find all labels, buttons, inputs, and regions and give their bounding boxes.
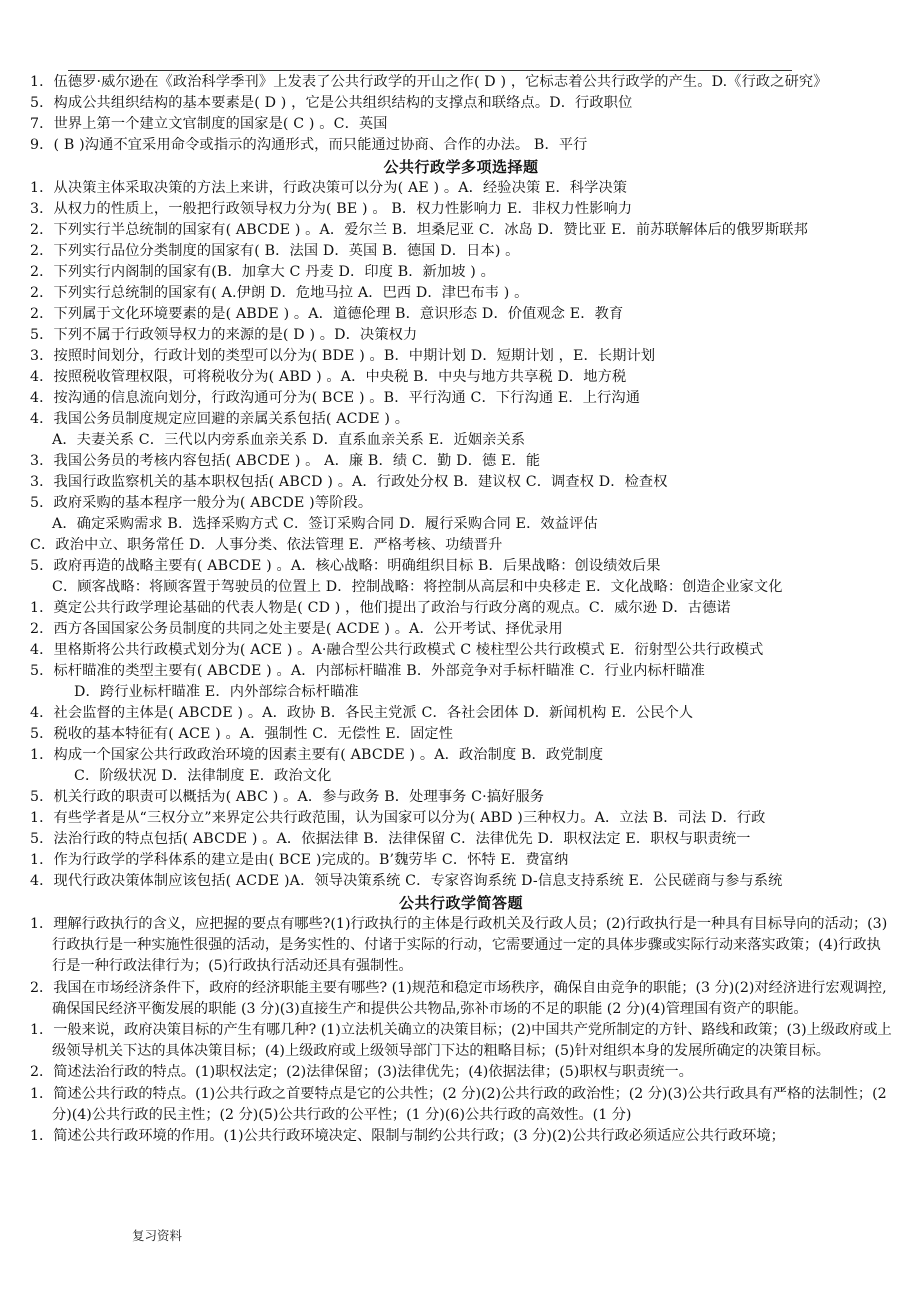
multi-choice-item: 1．从决策主体采取决策的方法上来讲，行政决策可以分为( AE ) 。A．经验决策 E．科学决策 xyxy=(30,180,628,196)
multi-choice-item: 3．按照时间划分，行政计划的类型可以分为( BDE ) 。B．中期计划 D．短期计划 ，E．长期计划 xyxy=(30,348,656,364)
multi-choice-item: 2．下列实行半总统制的国家有( ABCDE ) 。A．爱尔兰 B．坦桑尼亚 C．冰岛 D．赞比亚 E．前苏联解体后的俄罗斯联邦 xyxy=(30,222,808,238)
top-rule xyxy=(68,70,792,71)
single-choice-item-2: 5．构成公共组织结构的基本要素是( D ) ，它是公共组织结构的支撑点和联络点。D．行政职位 xyxy=(30,95,633,111)
single-choice-item-1: 1．伍德罗·威尔逊在《政治科学季刊》上发表了公共行政学的开山之作( D ) ，它标志着公共行政学的产生。D.《行政之研究》 xyxy=(30,74,828,90)
short-answer-item: 2．我国在市场经济条件下，政府的经济职能主要有哪些? (1)规范和稳定市场秩序，确保自由竞争的职能；(3 分)(2)对经济进行宏观调控,确保国民经济平衡发展的职能 (3 分)(3)直接生产和提供公共物品,弥补市场的不足的职能 (2 分)(4)管理国有资产的职能。 xyxy=(30,979,887,1017)
multi-choice-item: 1．奠定公共行政学理论基础的代表人物是( CD ) ，他们提出了政治与行政分离的观点。C．威尔逊 D．古德诺 xyxy=(30,600,731,616)
multi-choice-item: 2．下列实行总统制的国家有( A.伊朗 D．危地马拉 A．巴西 D．津巴布韦 ) 。 xyxy=(30,285,529,301)
multi-choice-item: 1．有些学者是从“三权分立”来界定公共行政范围，认为国家可以分为( ABD )三种权力。A．立法 B．司法 D．行政 xyxy=(30,810,766,826)
short-answer-title: 公共行政学简答题 xyxy=(398,894,523,912)
multi-choice-options: C．顾客战略：将顾客置于驾驶员的位置上 D．控制战略：将控制从高层和中央移走 E．文化战略：创造企业家文化 xyxy=(52,579,783,595)
multi-choice-options: A．夫妻关系 C．三代以内旁系血亲关系 D．直系血亲关系 E．近姻亲关系 xyxy=(52,432,526,448)
multi-choice-item: 2．下列实行内阁制的国家有(B．加拿大 C 丹麦 D．印度 B．新加坡 ) 。 xyxy=(30,264,495,280)
multi-choice-item: 4．按沟通的信息流向划分，行政沟通可分为( BCE ) 。B．平行沟通 C．下行沟通 E．上行沟通 xyxy=(30,390,641,406)
multi-choice-item: 4．社会监督的主体是( ABCDE ) 。A．政协 B．各民主党派 C．各社会团体 D．新闻机构 E．公民个人 xyxy=(30,705,694,721)
multi-choice-item: 3．我国公务员的考核内容包括( ABCDE ) 。 A．廉 B．绩 C．勤 D．德 E．能 xyxy=(30,453,541,469)
multi-choice-options: C．阶级状况 D．法律制度 E．政治文化 xyxy=(74,768,332,784)
short-answer-item: 1．一般来说，政府决策目标的产生有哪几种? (1)立法机关确立的决策目标；(2)中国共产党所制定的方针、路线和政策；(3)上级政府或上级领导机关下达的具体决策目标；(4)上级政府或上级领导部门下达的粗略目标；(5)针对组织本身的发展所确定的决策目标。 xyxy=(30,1022,892,1060)
multi-choice-item: 5．标杆瞄准的类型主要有( ABCDE ) 。A．内部标杆瞄准 B．外部竞争对手标杆瞄准 C．行业内标杆瞄准 xyxy=(30,663,705,679)
multi-choice-options: C．政治中立、职务常任 D．人事分类、依法管理 E．严格考核、功绩晋升 xyxy=(30,537,503,553)
multi-choice-title: 公共行政学多项选择题 xyxy=(383,158,539,176)
multi-choice-item: 1．作为行政学的学科体系的建立是由( BCE )完成的。B’魏劳毕 C．怀特 E．费富纳 xyxy=(30,852,569,868)
multi-choice-item: 4．现代行政决策体制应该包括( ACDE )A．领导决策系统 C．专家咨询系统 D-信息支持系统 E．公民磋商与参与系统 xyxy=(30,873,783,889)
multi-choice-item: 4．按照税收管理权限，可将税收分为( ABD ) 。A．中央税 B．中央与地方共享税 D．地方税 xyxy=(30,369,627,385)
multi-choice-item: 1．构成一个国家公共行政政治环境的因素主要有( ABCDE ) 。A．政治制度 B．政党制度 xyxy=(30,747,604,763)
short-answer-item: 2．简述法治行政的特点。(1)职权法定；(2)法律保留；(3)法律优先；(4)依据法律；(5)职权与职责统一。 xyxy=(30,1064,693,1081)
single-choice-item-3: 7．世界上第一个建立文官制度的国家是( C ) 。C．英国 xyxy=(30,116,388,132)
short-answer-item: 1．简述公共行政环境的作用。(1)公共行政环境决定、限制与制约公共行政；(3 分)(2)公共行政必须适应公共行政环境； xyxy=(30,1128,785,1145)
multi-choice-options: A．确定采购需求 B．选择采购方式 C．签订采购合同 D．履行采购合同 E．效益评估 xyxy=(52,516,598,532)
multi-choice-item: 4．我国公务员制度规定应回避的亲属关系包括( ACDE ) 。 xyxy=(30,411,410,427)
multi-choice-item: 2．下列实行品位分类制度的国家有( B．法国 D．英国 B．德国 D．日本) 。 xyxy=(30,243,520,259)
multi-choice-item: 3．从权力的性质上，一般把行政领导权力分为( BE ) 。 B．权力性影响力 E．非权力性影响力 xyxy=(30,201,633,217)
single-choice-section xyxy=(30,72,892,156)
document-page xyxy=(30,72,892,1147)
multi-choice-item: 5．法治行政的特点包括( ABCDE ) 。A．依据法律 B．法律保留 C．法律优先 D．职权法定 E．职权与职责统一 xyxy=(30,831,751,847)
multi-choice-section xyxy=(30,178,892,892)
short-answer-section xyxy=(30,914,892,1147)
multi-choice-item: 5．机关行政的职责可以概括为( ABC ) 。A．参与政务 B．处理事务 C·搞好服务 xyxy=(30,789,545,805)
multi-choice-item: 4．里格斯将公共行政模式划分为( ACE ) 。A·融合型公共行政模式 C 棱柱型公共行政模式 E．衍射型公共行政模式 xyxy=(30,642,764,658)
multi-choice-item: 5．政府再造的战略主要有( ABCDE ) 。A．核心战略：明确组织目标 B．后果战略：创设绩效后果 xyxy=(30,558,661,574)
multi-choice-item: 2．下列属于文化环境要素的是( ABDE ) 。A．道德伦理 B．意识形态 D．价值观念 E．教育 xyxy=(30,306,624,322)
multi-choice-item: 5．下列不属于行政领导权力的来源的是( D ) 。D．决策权力 xyxy=(30,327,418,343)
multi-choice-item: 3．我国行政监察机关的基本职权包括( ABCD ) 。A．行政处分权 B．建议权 C．调查权 D．检查权 xyxy=(30,474,668,490)
multi-choice-options: D．跨行业标杆瞄准 E．内外部综合标杆瞄准 xyxy=(74,684,359,700)
short-answer-item: 1．简述公共行政的特点。(1)公共行政之首要特点是它的公共性；(2 分)(2)公共行政的政治性；(2 分)(3)公共行政具有严格的法制性；(2 分)(4)公共行政的民主性；(2 分)(5)公共行政的公平性；(1 分)(6)公共行政的高效性。(1 分) xyxy=(30,1085,887,1123)
page-footer: 复习资料 xyxy=(132,1228,183,1243)
short-answer-item: 1．理解行政执行的含义，应把握的要点有哪些?(1)行政执行的主体是行政机关及行政人员；(2)行政执行是一种具有目标导向的活动；(3)行政执行是一种实施性很强的活动，是务实性的、付诸于实际的行动，它需要通过一定的具体步骤或实际行动来落实政策；(4)行政执行是一种行政法律行为；(5)行政执行活动还具有强制性。 xyxy=(30,916,888,975)
single-choice-item-4: 9．( B )沟通不宜采用命令或指示的沟通形式，而只能通过协商、合作的办法。 B．平行 xyxy=(30,137,588,153)
multi-choice-item: 5．税收的基本特征有( ACE ) 。A．强制性 C．无偿性 E．固定性 xyxy=(30,726,454,742)
multi-choice-item: 5．政府采购的基本程序一般分为( ABCDE )等阶段。 xyxy=(30,495,373,511)
multi-choice-item: 2．西方各国国家公务员制度的共同之处主要是( ACDE ) 。A．公开考试、择优录用 xyxy=(30,621,563,637)
